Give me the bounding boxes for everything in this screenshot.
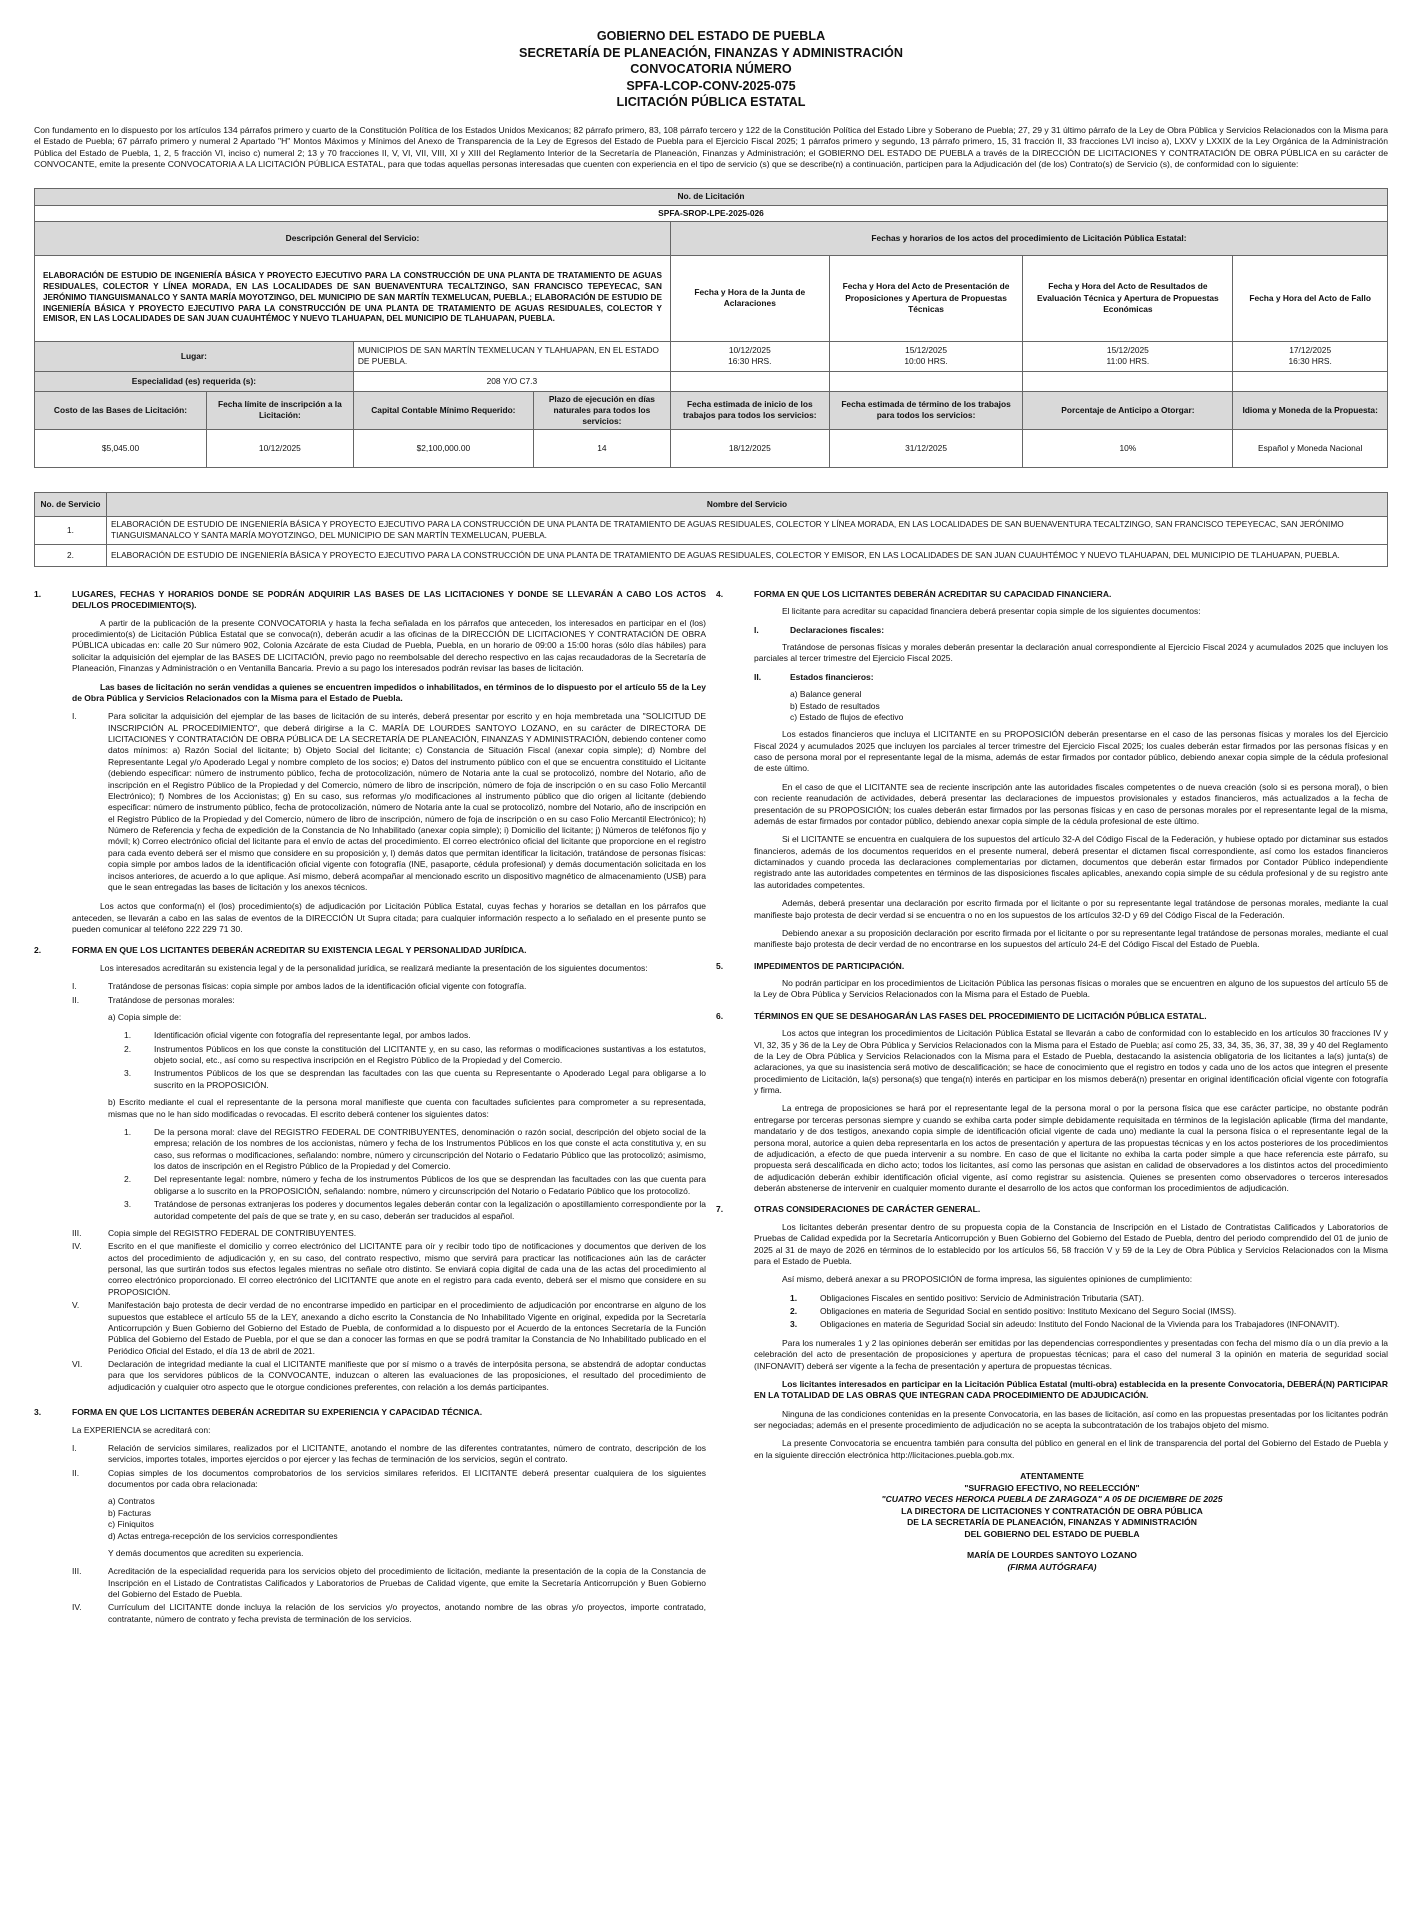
fallo-date: 17/12/2025 xyxy=(1289,345,1332,356)
list-marker: 1. xyxy=(790,1292,798,1303)
section-number: 4. xyxy=(716,588,724,599)
list-item: b) Facturas xyxy=(108,1507,151,1518)
list-text: Tratándose de personas morales: xyxy=(108,994,235,1005)
header-cost: Costo de las Bases de Licitación: xyxy=(35,391,207,429)
spacer-cell xyxy=(1233,371,1388,391)
economicas-time: 11:00 HRS. xyxy=(1106,356,1150,367)
list-item xyxy=(790,1319,1388,1330)
junta-date: 10/12/2025 xyxy=(728,345,771,356)
list-item xyxy=(754,672,1388,683)
body-columns xyxy=(34,579,1388,1627)
header-economicas: Fecha y Hora del Acto de Resultados de Evaluación Técnica y Apertura de Propuestas Económicas xyxy=(1023,255,1233,341)
list-marker: III. xyxy=(72,1566,82,1577)
section-4-p4: Si el LICITANTE se encuentra en cualquiera de los supuestos del artículo 32-A del Código Fiscal de la Federación, y hubiese optado por dictaminar sus estados financieros, además de los documentos requeridos en el presente numeral, deberá presentar el dictamen fiscal correspondiente, así como los estados financieros dictaminados y cuando proceda las declaraciones complementarias por dictamen, documentos que deberán estar firmados por Contador Público independiente registrado ante las autoridades competentes en términos de las disposiciones fiscales aplicables, anexando copia simple de su cédula profesional y de su registro ante las autoridades competentes. xyxy=(754,834,1388,890)
list-item xyxy=(72,1443,706,1466)
signature-title-1: LA DIRECTORA DE LICITACIONES Y CONTRATACIÓN DE OBRA PÚBLICA xyxy=(901,1505,1203,1516)
list-marker: 2. xyxy=(124,1174,132,1185)
section-7-p3: Para los numerales 1 y 2 las opiniones deberán ser emitidas por las dependencias correspondientes y presentadas con fecha del mismo día o un día previo a la celebración del acto de presentación de proposiciones y apertura de propuestas técnicas; para el caso del numeral 3 la opinión en materia de seguridad social (INFONAVIT) deberá ser vigente a la fecha de presentación y apertura de propuestas técnicas. xyxy=(754,1337,1388,1371)
list-text: Obligaciones en materia de Seguridad Social en sentido positivo: Instituto Mexicano del Seguro Social (IMSS). xyxy=(820,1306,1237,1317)
section-7-p5: Ninguna de las condiciones contenidas en la presente Convocatoria, en las bases de licitación, así como en las propuestas presentadas por los licitantes podrán ser negociadas; además en el presente procedimiento de adjudicación no se acepta la subcontratación de los trabajos objeto del mismo. xyxy=(754,1408,1388,1431)
list-marker: 1. xyxy=(124,1030,132,1041)
section-heading: TÉRMINOS EN QUE SE DESAHOGARÁN LAS FASES DEL PROCEDIMIENTO DE LICITACIÓN PÚBLICA ESTATAL. xyxy=(754,1010,1207,1021)
section-3-p1: La EXPERIENCIA se acreditará con: xyxy=(72,1424,211,1435)
list-marker: I. xyxy=(72,1442,77,1453)
junta-time: 16:30 HRS. xyxy=(728,356,772,367)
specialty-label: Especialidad (es) requerida (s): xyxy=(35,371,354,391)
header-term: Plazo de ejecución en días naturales para todos los servicios: xyxy=(533,391,670,429)
section-4-p1: El licitante para acreditar su capacidad financiera deberá presentar copia simple de los siguientes documentos: xyxy=(782,606,1201,617)
list-marker: III. xyxy=(72,1227,82,1238)
section-4-title xyxy=(716,589,1388,600)
value-economicas xyxy=(1023,341,1233,371)
section-heading: IMPEDIMENTOS DE PARTICIPACIÓN. xyxy=(754,960,905,971)
intro-paragraph: Con fundamento en lo dispuesto por los artículos 134 párrafos primero y cuarto de la Constitución Política de los Estados Unidos Mexicanos; 82 párrafo primero, 83, 108 párrafo tercero y 122 de la Constitución Política del Estado Libre y Soberano de Puebla; 27, 29 y 31 último párrafo de la Ley de Obra Pública y Servicios Relacionados con la Misma para el Estado de Puebla; 67 párrafo primero y numeral 2 Apartado "H" Montos Máximos y Mínimos del Anexo de Transparencia de la Ley de Egresos del Estado de Puebla para el Ejercicio Fiscal 2025; 1 párrafos primero y segundo, 13 párrafo primero, 15, 31 fracción II, 33 fracciones LVI inciso a), LXXV y LXXIX de la Ley Orgánica de la Administración Pública del Estado de Puebla, 1, 2, 5 fracción VI, inciso c) numeral 2; 13 y 70 fracciones II, V, VI, VII, VIII, XI y XIII del Reglamento Interior de la Secretaría de Planeación, Finanzas y Administración; el GOBIERNO DEL ESTADO DE PUEBLA a través de la DIRECCIÓN DE LICITACIONES Y CONTRATACIÓN DE OBRA PÚBLICA en su carácter de CONVOCANTE, emite la presente CONVOCATORIA A LA LICITACIÓN PÚBLICA ESTATAL, para que todas aquellas personas interesadas que cuenten con experiencia en el tipo de servicio (s) que se describe(n) a continuación, participen para la Adjudicación del (de los) Contrato(s) de Servicio (s), de conformidad con lo siguiente: xyxy=(34,125,1388,170)
section-6-title xyxy=(716,1011,1388,1022)
section-7-p4: Los licitantes interesados en participar en la Licitación Pública Estatal (multi-obra) establecida en la presente Convocatoria, DEBERÁ(N) PARTICIPAR EN LA TOTALIDAD DE LAS OBRAS QUE INTEGRAN CADA PROCEDIMIENTO DE ADJUDICACIÓN. xyxy=(754,1378,1388,1401)
list-text: De la persona moral: clave del REGISTRO FEDERAL DE CONTRIBUYENTES, denominación o razón social, descripción del objeto social de la empresa; relación de los nombres de los accionistas, número y fecha de los Instrumentos Públicos en los que conste el acta constitutiva y, en su caso, sus reformas o modificaciones, señalando: nombre, número y circunscripción del Notario o Fedatario Público que las protocolizó; asimismo, los datos de inscripción en el Registro Público de la Propiedad y del Comercio. xyxy=(154,1126,706,1172)
services-table xyxy=(34,492,1388,567)
list-text: Declaración de integridad mediante la cual el LICITANTE manifieste que por sí mismo o a través de interpósita persona, se abstendrá de adoptar conductas para que los servidores públicos de la CONVOCANTE, induzcan o alteren las evaluaciones de las proposiciones, el resultado del procedimiento de adjudicación y cualquier otro aspecto que le otorgue condiciones preferentes, con relación a los demás participantes. xyxy=(108,1359,706,1392)
list-text: Copias simples de los documentos comprobatorios de los servicios similares referidos. El LICITANTE deberá presentar cualquiera de los siguientes documentos por cada obra relacionada: xyxy=(108,1467,706,1490)
section-heading: LUGARES, FECHAS Y HORARIOS DONDE SE PODRÁN ADQUIRIR LAS BASES DE LAS LICITACIONES Y DONDE SE LLEVARÁN A CABO LOS ACTOS DEL/LOS PROCEDIMIENTO(S). xyxy=(72,588,706,611)
signature-block xyxy=(716,1471,1388,1573)
section-2-p1: Los interesados acreditarán su existencia legal y de la personalidad jurídica, se realizará mediante la presentación de los siguientes documentos: xyxy=(100,962,648,973)
list-text: Del representante legal: nombre, número y fecha de los instrumentos Públicos de los que se desprendan las facultades con las que cuenta para obligarse a lo suscrito en la PROPOSICIÓN, señalando: nombre, número y circunscripción del Notario o Fedatario Público que los protocolizó. xyxy=(154,1174,706,1196)
list-item xyxy=(124,1174,706,1197)
value-advance: 10% xyxy=(1023,429,1233,467)
value-deadline: 10/12/2025 xyxy=(206,429,353,467)
list-marker: II. xyxy=(754,671,762,682)
header-tecnicas: Fecha y Hora del Acto de Presentación de Proposiciones y Apertura de Propuestas Técnicas xyxy=(829,255,1023,341)
value-end: 31/12/2025 xyxy=(829,429,1023,467)
section-heading: FORMA EN QUE LOS LICITANTES DEBERÁN ACREDITAR SU EXISTENCIA LEGAL Y PERSONALIDAD JURÍDICA. xyxy=(72,945,527,956)
services-header-no: No. de Servicio xyxy=(35,492,107,516)
fallo-time: 16:30 HRS. xyxy=(1288,356,1332,367)
table-row xyxy=(35,544,1388,566)
list-marker: V. xyxy=(72,1300,80,1311)
list-item xyxy=(124,1044,706,1067)
list-text: Tratándose de personas físicas: copia simple por ambos lados de la identificación oficial vigente con fotografía. xyxy=(108,981,527,992)
list-marker: 1. xyxy=(124,1126,132,1137)
list-text: Obligaciones en materia de Seguridad Social sin adeudo: Instituto del Fondo Nacional de la Vivienda para los Trabajadores (INFONAVIT). xyxy=(820,1319,1340,1330)
list-text: Relación de servicios similares, realizados por el LICITANTE, anotando el nombre de las diferentes contratantes, número de contrato, descripción de los servicios, importes totales, importes ejercidos o por ejercer y las fechas de terminación de los servicios, según el contrato. xyxy=(108,1442,706,1465)
section-3-title xyxy=(34,1407,706,1418)
header-fallo: Fecha y Hora del Acto de Fallo xyxy=(1233,255,1388,341)
list-item xyxy=(72,1602,706,1625)
list-item xyxy=(72,1241,706,1298)
section-4-p3: En el caso de que el LICITANTE sea de reciente inscripción ante las autoridades fiscales competentes o de nueva creación (solo si es persona moral), o bien con reciente reanudación de actividades, deberá presentar las declaraciones de impuestos provisionales y estados financieros, más actualizados a la fecha de presentación de su PROPOSICIÓN; los cuales deberán estar firmados por las personas físicas y en caso de personas morales por el representante legal de la misma, además de estar firmados por contador público, debiendo anexar copia simple de la cédula profesional de este último. xyxy=(754,781,1388,826)
economicas-date: 15/12/2025 xyxy=(1106,345,1149,356)
list-marker: II. xyxy=(72,994,80,1005)
section-number: 2. xyxy=(34,945,42,956)
section-4-p2: Los estados financieros que incluya el LICITANTE en su PROPOSICIÓN deberán presentarse en el caso de las personas físicas y morales los del Ejercicio Fiscal 2024 y acumulados 2025 que incluyen los parciales al tercer trimestre del Ejercicio Fiscal 2025; los cuales deberán estar firmados por las personas físicas y en caso de persona moral por el representante legal de la misma, además de estar firmados por contador público, debiendo anexar copia simple de la cédula profesional de este último. xyxy=(754,729,1388,774)
section-7-title xyxy=(716,1204,1388,1215)
location-value: MUNICIPIOS DE SAN MARTÍN TEXMELUCAN Y TLAHUAPAN, EN EL ESTADO DE PUEBLA. xyxy=(353,341,670,371)
section-heading: FORMA EN QUE LOS LICITANTES DEBERÁN ACREDITAR SU EXPERIENCIA Y CAPACIDAD TÉCNICA. xyxy=(72,1407,483,1418)
document-header xyxy=(34,28,1388,111)
location-label: Lugar: xyxy=(35,341,354,371)
section-number: 7. xyxy=(716,1204,724,1215)
signature-note: (FIRMA AUTÓGRAFA) xyxy=(1007,1561,1097,1572)
signature-motto: "SUFRAGIO EFECTIVO, NO REELECCIÓN" xyxy=(964,1482,1140,1493)
header-type: LICITACIÓN PÚBLICA ESTATAL xyxy=(616,95,806,110)
tender-details-table xyxy=(34,188,1388,467)
section-5-p1: No podrán participar en los procedimientos de Licitación Pública las personas físicas o morales que se encuentren en alguno de los supuestos del artículo 55 de la Ley de Obra Pública y Servicios Relacionados con la Misma para el Estado de Puebla. xyxy=(754,978,1388,1000)
list-item: c) Finiquitos xyxy=(108,1519,154,1530)
value-language: Español y Moneda Nacional xyxy=(1233,429,1388,467)
schedule-label: Fechas y horarios de los actos del procedimiento de Licitación Pública Estatal: xyxy=(670,221,1387,255)
list-text: Identificación oficial vigente con fotografía del representante legal, por ambos lados. xyxy=(154,1030,471,1041)
list-marker: IV. xyxy=(72,1241,82,1252)
section-number: 3. xyxy=(34,1407,42,1418)
sub-b: b) Escrito mediante el cual el representante de la persona moral manifieste que cuenta con facultades suficientes para comprometer a su representada, mismas que no le han sido modificadas o revocadas. El escrito deberá contener los siguientes datos: xyxy=(108,1097,706,1119)
services-header-name: Nombre del Servicio xyxy=(107,492,1388,516)
service-no: 2. xyxy=(35,544,107,566)
list-item xyxy=(790,1306,1388,1317)
list-text: Estados financieros: xyxy=(790,671,874,682)
list-marker: 2. xyxy=(124,1043,132,1054)
section-heading: OTRAS CONSIDERACIONES DE CARÁCTER GENERAL. xyxy=(754,1204,981,1215)
spacer-cell xyxy=(829,371,1023,391)
list-item: b) Estado de resultados xyxy=(790,700,880,711)
service-name: ELABORACIÓN DE ESTUDIO DE INGENIERÍA BÁSICA Y PROYECTO EJECUTIVO PARA LA CONSTRUCCIÓN DE UNA PLANTA DE TRATAMIENTO DE AGUAS RESIDUALES, COLECTOR Y LÍNEA MORADA, EN LAS LOCALIDADES DE SAN BUENAVENTURA TECALTZINGO, SAN FRANCISCO TEPEYECAC, SAN JERÓNIMO TIANGUISMANALCO Y SANTA MARÍA MOYOTZINGO, DEL MUNICIPIO DE SAN MARTÍN TEXMELUCAN, PUEBLA. xyxy=(107,516,1388,544)
tender-number: SPFA-SROP-LPE-2025-026 xyxy=(35,205,1388,221)
list-text: Declaraciones fiscales: xyxy=(790,624,885,635)
section-4-p6: Debiendo anexar a su proposición declaración por escrito firmada por el licitante o por su representante legal tratándose de personas morales, mediante el cual manifieste bajo protesta de decir verdad de no encontrarse en los supuestos del artículo 24-E del Código Fiscal del Estado de Puebla. xyxy=(754,927,1388,950)
section-5-title xyxy=(716,961,1388,972)
header-convocatoria: CONVOCATORIA NÚMERO xyxy=(630,62,792,77)
list-text: Instrumentos Públicos en los que conste la constitución del LICITANTE y, en su caso, las reformas o modificaciones sustantivas a los estatutos, objeto social, etc., así como su respectiva inscripción en el Registro Público de la Propiedad y del Comercio. xyxy=(154,1043,706,1066)
section-number: 5. xyxy=(716,960,724,971)
list-item xyxy=(72,1228,706,1239)
section-7-p1: Los licitantes deberán presentar dentro de su propuesta copia de la Constancia de Inscripción en el Listado de Contratistas Calificados y Laboratorios de Pruebas de Calidad expedida por la Secretaría Anticorrupción y Buen Gobierno del Gobierno del Estado de Puebla, dentro del periodo comprendido del 01 de junio de 2025 al 31 de mayo de 2026 en términos de lo establecido por los artículos 56, 58 fracción V y 59 de la Ley de Obra Pública y Servicios Relacionados con la Misma para el Estado de Puebla. xyxy=(754,1221,1388,1266)
list-marker: 3. xyxy=(124,1068,132,1079)
header-start: Fecha estimada de inicio de los trabajos para todos los servicios: xyxy=(670,391,829,429)
description-label: Descripción General del Servicio: xyxy=(35,221,671,255)
list-text: Acreditación de la especialidad requerida para los servicios objeto del procedimiento de licitación, mediante la presentación de la copia de la Constancia de Inscripción en el Listado de Contratistas Calificados y Laboratorios de Pruebas de Calidad vigente, que emite la Secretaría Anticorrupción y Buen Gobierno del Gobierno del Estado de Puebla. xyxy=(108,1566,706,1600)
list-item xyxy=(754,625,1388,636)
spacer-cell xyxy=(670,371,829,391)
list-marker: I. xyxy=(72,981,77,992)
list-item xyxy=(124,1030,706,1041)
table-row xyxy=(35,516,1388,544)
spacer-cell xyxy=(1023,371,1233,391)
value-tecnicas xyxy=(829,341,1023,371)
list-item xyxy=(72,1359,706,1393)
section-3-p2: Y demás documentos que acrediten su experiencia. xyxy=(108,1547,304,1558)
signature-title-3: DEL GOBIERNO DEL ESTADO DE PUEBLA xyxy=(964,1528,1140,1539)
value-cost: $5,045.00 xyxy=(35,429,207,467)
left-column xyxy=(34,579,706,1627)
section-heading: FORMA EN QUE LOS LICITANTES DEBERÁN ACREDITAR SU CAPACIDAD FINANCIERA. xyxy=(754,588,1112,599)
section-7-p6: La presente Convocatoria se encuentra también para consulta del público en general en el link de transparencia del portal del Gobierno del Estado de Puebla y en la siguiente dirección electrónica http://licitaciones.puebla.gob.mx. xyxy=(754,1438,1388,1460)
signature-name: MARÍA DE LOURDES SANTOYO LOZANO xyxy=(967,1550,1137,1561)
header-secretariat: SECRETARÍA DE PLANEACIÓN, FINANZAS Y ADMINISTRACIÓN xyxy=(519,45,903,60)
section-number: 6. xyxy=(716,1010,724,1021)
header-number: SPFA-LCOP-CONV-2025-075 xyxy=(626,78,796,93)
list-text: Obligaciones Fiscales en sentido positivo: Servicio de Administración Tributaria (SAT). xyxy=(820,1292,1144,1303)
list-item xyxy=(790,1293,1388,1304)
right-column xyxy=(716,579,1388,1627)
list-item xyxy=(72,995,706,1006)
list-marker: 3. xyxy=(790,1319,798,1330)
value-capital: $2,100,000.00 xyxy=(353,429,533,467)
signature-place-date: "CUATRO VECES HEROICA PUEBLA DE ZARAGOZA" A 05 DE DICIEMBRE DE 2025 xyxy=(881,1494,1223,1505)
list-item xyxy=(72,1300,706,1357)
section-6-p2: La entrega de proposiciones se hará por el representante legal de la persona moral o por la persona física que ese carácter participe, no obstante podrán entregarse por terceras personas siempre y cuando se exhiba carta poder simple debidamente requisitada en términos de la legislación aplicable (firma del mandante, mandatario y de dos testigos, anexando copia simple de identificación oficial vigente de cada uno) mediante la cual la persona física o el representante legal de la persona moral, autorice a quien deba representarla en los actos de presentación y apertura de las propuestas técnicas y en los actos posteriores de los procedimientos de adjudicación, a efecto de que pueda intervenir a su nombre. En caso de que el licitante no exhiba la carta poder simple a que hace referencia este párrafo, su propuesta será descalificada en dicho acto; todos los licitantes, así como las personas que asistan en calidad de observadores a los distintos actos del procedimiento de adjudicación deberán exhibir identificación oficial vigente, así como registrar su asistencia. Quienes se presenten como observadores o terceros interesados deberán abstenerse de intervenir en cualquier momento durante el desarrollo de los actos que conforman los procedimientos de adjudicación. xyxy=(754,1103,1388,1194)
list-marker: VI. xyxy=(72,1359,83,1370)
header-deadline: Fecha límite de inscripción a la Licitación: xyxy=(206,391,353,429)
section-4-p5: Además, deberá presentar una declaración por escrito firmada por el licitante o por su representante legal tratándose de personas morales, mediante la cual manifieste bajo protesta de decir verdad si se encuentra o no en los supuestos de los artículos 32-D y 69 del Código Fiscal de la Federación. xyxy=(754,898,1388,920)
section-4-i-text: Tratándose de personas físicas y morales deberán presentar la declaración anual correspondiente al Ejercicio Fiscal 2024 y acumulados 2025 que incluyen los parciales al tercer trimestre del Ejercicio Fiscal 2025. xyxy=(754,642,1388,664)
list-marker: II. xyxy=(72,1467,80,1478)
section-1-p1: A partir de la publicación de la presente CONVOCATORIA y hasta la fecha señalada en los párrafos que anteceden, los interesados en participar en el (los) procedimiento(s) de Licitación Pública Estatal que se convoca(n), deberán acudir a las oficinas de la DIRECCIÓN DE LICITACIONES Y CONTRATACIÓN DE OBRA PÚBLICA ubicadas en: calle 20 Sur número 902, Colonia Azcárate de esta Ciudad de Puebla, Puebla, en un horario de 09:00 a 15:00 horas (sólo días hábiles) para solicitar la adquisición del ejemplar de las BASES DE LICITACIÓN, previo pago no reembolsable del derecho respectivo en las cajas recaudadoras de la Secretaría de Planeación, Finanzas y Administración o en Ventanilla Bancaria. Previo a su pago los interesados podrán revisar las bases de licitación. xyxy=(72,617,706,674)
header-junta: Fecha y Hora de la Junta de Aclaraciones xyxy=(670,255,829,341)
list-text: Tratándose de personas extranjeras los poderes y documentos legales deberán contar con la legalización o apostillamiento correspondiente por la autoridad competente del país de que se trate y, en su caso, deberán ser traducidos al español. xyxy=(154,1199,706,1221)
tecnicas-date: 15/12/2025 xyxy=(905,345,947,356)
list-marker: I. xyxy=(754,624,759,635)
sub-a: a) Copia simple de: xyxy=(108,1011,182,1022)
list-item xyxy=(124,1199,706,1222)
list-text: Copia simple del REGISTRO FEDERAL DE CONTRIBUYENTES. xyxy=(108,1227,357,1238)
list-item xyxy=(72,1566,706,1600)
list-text: Currículum del LICITANTE donde incluya la relación de los servicios y/o proyectos, anotando nombre de las obras y/o proyectos, importe contratado, contratante, número de contrato y fecha prevista de terminación de los servicios. xyxy=(108,1602,706,1624)
list-item: c) Estado de flujos de efectivo xyxy=(790,711,904,722)
list-marker: I. xyxy=(72,711,77,722)
list-item xyxy=(72,1468,706,1491)
section-number: 1. xyxy=(34,588,42,599)
value-term: 14 xyxy=(533,429,670,467)
list-marker: IV. xyxy=(72,1602,82,1613)
section-6-p1: Los actos que integran los procedimientos de Licitación Pública Estatal se llevarán a cabo de conformidad con lo establecido en los artículos 30 fracciones IV y VI, 32, 35 y 36 de la Ley de Obra Pública y Servicios Relacionados con la Misma para el Estado de Puebla; así como 25, 33, 34, 35, 36, 37, 38, 39 y 40 del Reglamento de la Ley de Obra Pública y Servicios Relacionados con la Misma para el Estado de Puebla, destacando la asistencia obligatoria de los licitantes a la(s) junta(s) de aclaraciones, ya que su inasistencia será motivo de descalificación; se hace de conocimiento que el registro en todos y cada uno de los actos que integren el presente procedimiento de Licitación, la(s) persona(s) que tenga(n) interés en participar en los mismos deberá(n) presentar en original identificación oficial vigente con fotografía y firma. xyxy=(754,1028,1388,1096)
list-item: d) Actas entrega-recepción de los servicios correspondientes xyxy=(108,1530,338,1541)
list-text: Instrumentos Públicos de los que se desprendan las facultades con las que cuenta su Representante o Apoderado Legal para obligarse a lo suscrito en la PROPOSICIÓN. xyxy=(154,1068,706,1090)
list-item xyxy=(72,711,706,893)
list-text: Para solicitar la adquisición del ejemplar de las bases de licitación de su interés, deberá presentar por escrito y en hoja membretada una "SOLICITUD DE INSCRIPCIÓN AL PROCEDIMIENTO", que deberá dirigirse a la C. MARÍA DE LOURDES SANTOYO LOZANO, en su carácter de DIRECTORA DE LICITACIONES Y CONTRATACIÓN DE OBRA PÚBLICA DE LA SECRETARÍA DE PLANEACIÓN, FINANZAS Y ADMINISTRACIÓN, debiendo contener como datos mínimos: a) Razón Social del licitante; b) Objeto Social del licitante; c) Constancia de Situación Fiscal (anexar copia simple); d) Nombre del Representante Legal y/o Apoderado Legal y nombre completo de los socios; e) Datos del instrumento público con el que se encuentra constituido el Licitante (debiendo especificar: número de instrumento público, fecha de protocolización, número de Notaria ante la cual se protocolizó, nombre del Notario, año de inscripción en el Registro Público de la Propiedad y del Comercio, número de libro de inscripción, número de foja de inscripción o en su caso Folio Mercantil Electrónico); f) Nombres de los Accionistas; g) En su caso, sus reformas y/o modificaciones al instrumento público que dio origen al licitante (debiendo especificar: número de instrumento público, fecha de protocolización, número de Notaria ante la cual se protocolizó, nombre del Notario, año de inscripción en el Registro Público de la Propiedad y del Comercio, número de libro de inscripción, número de foja de inscripción o en su caso Folio Mercantil Electrónico); h) Número de Referencia y fecha de expedición de la Constancia de No Inhabilitado (anexar copia simple); i) Domicilio del licitante; j) Números de teléfonos fijo y móvil; k) Correo electrónico oficial del licitante para el envío de actas del procedimiento. El correo electrónico oficial del licitante que proporcione en el registro para cada evento deberá ser el mismo que considere en su proposición y, l) demás datos que permitan identificar la licitación, tratándose de personas físicas: copia simple por ambos lados de la identificación oficial vigente con fotografía (INE, pasaporte, cédula profesional) y demás documentación solicitada en los incisos anteriores, de acuerdo a lo que aplique. Así mismo, deberá acompañar al mencionado escrito un dispositivo magnético de almacenamiento (USB) para que le sean entregadas las bases de licitación y los anexos técnicos. xyxy=(108,711,706,892)
section-7-p2: Así mismo, deberá anexar a su PROPOSICIÓN de forma impresa, las siguientes opiniones de cumplimiento: xyxy=(782,1274,1193,1285)
list-item xyxy=(124,1068,706,1091)
section-2-title xyxy=(34,945,706,956)
document-list xyxy=(108,1496,706,1542)
list-item: a) Balance general xyxy=(790,689,862,700)
header-end: Fecha estimada de término de los trabajos para todos los servicios: xyxy=(829,391,1023,429)
specialty-value: 208 Y/O C7.3 xyxy=(353,371,670,391)
list-text: Escrito en el que manifieste el domicilio y correo electrónico del LICITANTE para oír y recibir todo tipo de notificaciones y documentos que deriven de los actos del procedimiento de adjudicación y, en su caso, del contrato respectivo, mismo que servirá para practicar las notificaciones aún las de carácter personal, las que surtirán todos sus efectos legales mientras no señale otro distinto. Se enviará copia digital de cada una de las actas del procedimiento al correo electrónico proporcionado. El correo electrónico del LICITANTE que anote en el registro para cada evento, deberá ser el mismo que considere en su PROPOSICIÓN. xyxy=(108,1241,706,1297)
list-item: a) Contratos xyxy=(108,1496,155,1507)
service-name: ELABORACIÓN DE ESTUDIO DE INGENIERÍA BÁSICA Y PROYECTO EJECUTIVO PARA LA CONSTRUCCIÓN DE UNA PLANTA DE TRATAMIENTO DE AGUAS RESIDUALES, COLECTOR Y EMISOR, EN LAS LOCALIDADES DE SAN JUAN CUAUHTÉMOC Y NUEVO TLAHUAPAN, DEL MUNICIPIO DE TLAHUAPAN, PUEBLA. xyxy=(107,544,1388,566)
tender-number-label: No. de Licitación xyxy=(35,189,1388,205)
header-capital: Capital Contable Mínimo Requerido: xyxy=(353,391,533,429)
section-1-p2: Las bases de licitación no serán vendidas a quienes se encuentren impedidos o inhabilitados, en términos de lo dispuesto por el artículo 55 de la Ley de Obra Pública y Servicios Relacionados con la Misma para el Estado de Puebla. xyxy=(72,681,706,703)
value-fallo xyxy=(1233,341,1388,371)
section-1-title xyxy=(34,589,706,612)
list-text: Manifestación bajo protesta de decir verdad de no encontrarse impedido en participar en el procedimiento de adjudicación por encontrarse en alguno de los supuestos que establece el artículo 55 de la LEY, anexando a dicho escrito la Constancia de No Inhabilitado Vigente en original, expedida por la Secretaría Anticorrupción y Buen Gobierno del Gobierno del Estado de Puebla, de conformidad a lo dispuesto por el Acuerdo de la entonces Secretaría de la Función Pública del Gobierno del Estado de Puebla, por el que se dan a conocer las formas en que se podrá tramitar la Constancia de No Inhabilitado publicado en el Periódico Oficial del Estado, el día 13 de abril de 2021. xyxy=(108,1300,706,1356)
list-item xyxy=(72,981,706,992)
list-item xyxy=(124,1127,706,1173)
header-advance: Porcentaje de Anticipo a Otorgar: xyxy=(1023,391,1233,429)
tecnicas-time: 10:00 HRS. xyxy=(904,356,948,367)
list-marker: 3. xyxy=(124,1199,132,1210)
header-government: GOBIERNO DEL ESTADO DE PUEBLA xyxy=(596,29,826,43)
service-description: ELABORACIÓN DE ESTUDIO DE INGENIERÍA BÁSICA Y PROYECTO EJECUTIVO PARA LA CONSTRUCCIÓN DE UNA PLANTA DE TRATAMIENTO DE AGUAS RESIDUALES, COLECTOR Y LÍNEA MORADA, EN LAS LOCALIDADES DE SAN BUENAVENTURA TECALTZINGO, SAN FRANCISCO TEPEYECAC, SAN JERÓNIMO TIANGUISMANALCO Y SANTA MARÍA MOYOTZINGO, DEL MUNICIPIO DE SAN MARTÍN TEXMELUCAN, PUEBLA.; ELABORACIÓN DE ESTUDIO DE INGENIERÍA BÁSICA Y PROYECTO EJECUTIVO PARA LA CONSTRUCCIÓN DE UNA PLANTA DE TRATAMIENTO DE AGUAS RESIDUALES, COLECTOR Y EMISOR, EN LAS LOCALIDADES DE SAN JUAN CUAUHTÉMOC Y NUEVO TLAHUAPAN, DEL MUNICIPIO DE TLAHUAPAN, PUEBLA. xyxy=(35,255,671,341)
value-junta xyxy=(670,341,829,371)
list-marker: 2. xyxy=(790,1306,798,1317)
section-1-p3: Los actos que conforma(n) el (los) procedimiento(s) de adjudicación por Licitación Pública Estatal, cuyas fechas y horarios se detallan en los párrafos que anteceden, se llevarán a cabo en las salas de eventos de la DIRECCIÓN Ut Supra citada; para cualquier información respecto a lo señalado en el presente punto se pueden comunicar al teléfono 222 229 71 30. xyxy=(72,901,706,935)
signature-title-2: DE LA SECRETARÍA DE PLANEACIÓN, FINANZAS Y ADMINISTRACIÓN xyxy=(907,1517,1197,1528)
financial-list xyxy=(790,689,1388,723)
service-no: 1. xyxy=(35,516,107,544)
header-language: Idioma y Moneda de la Propuesta: xyxy=(1233,391,1388,429)
signature-atentamente: ATENTAMENTE xyxy=(1020,1471,1084,1482)
value-start: 18/12/2025 xyxy=(670,429,829,467)
